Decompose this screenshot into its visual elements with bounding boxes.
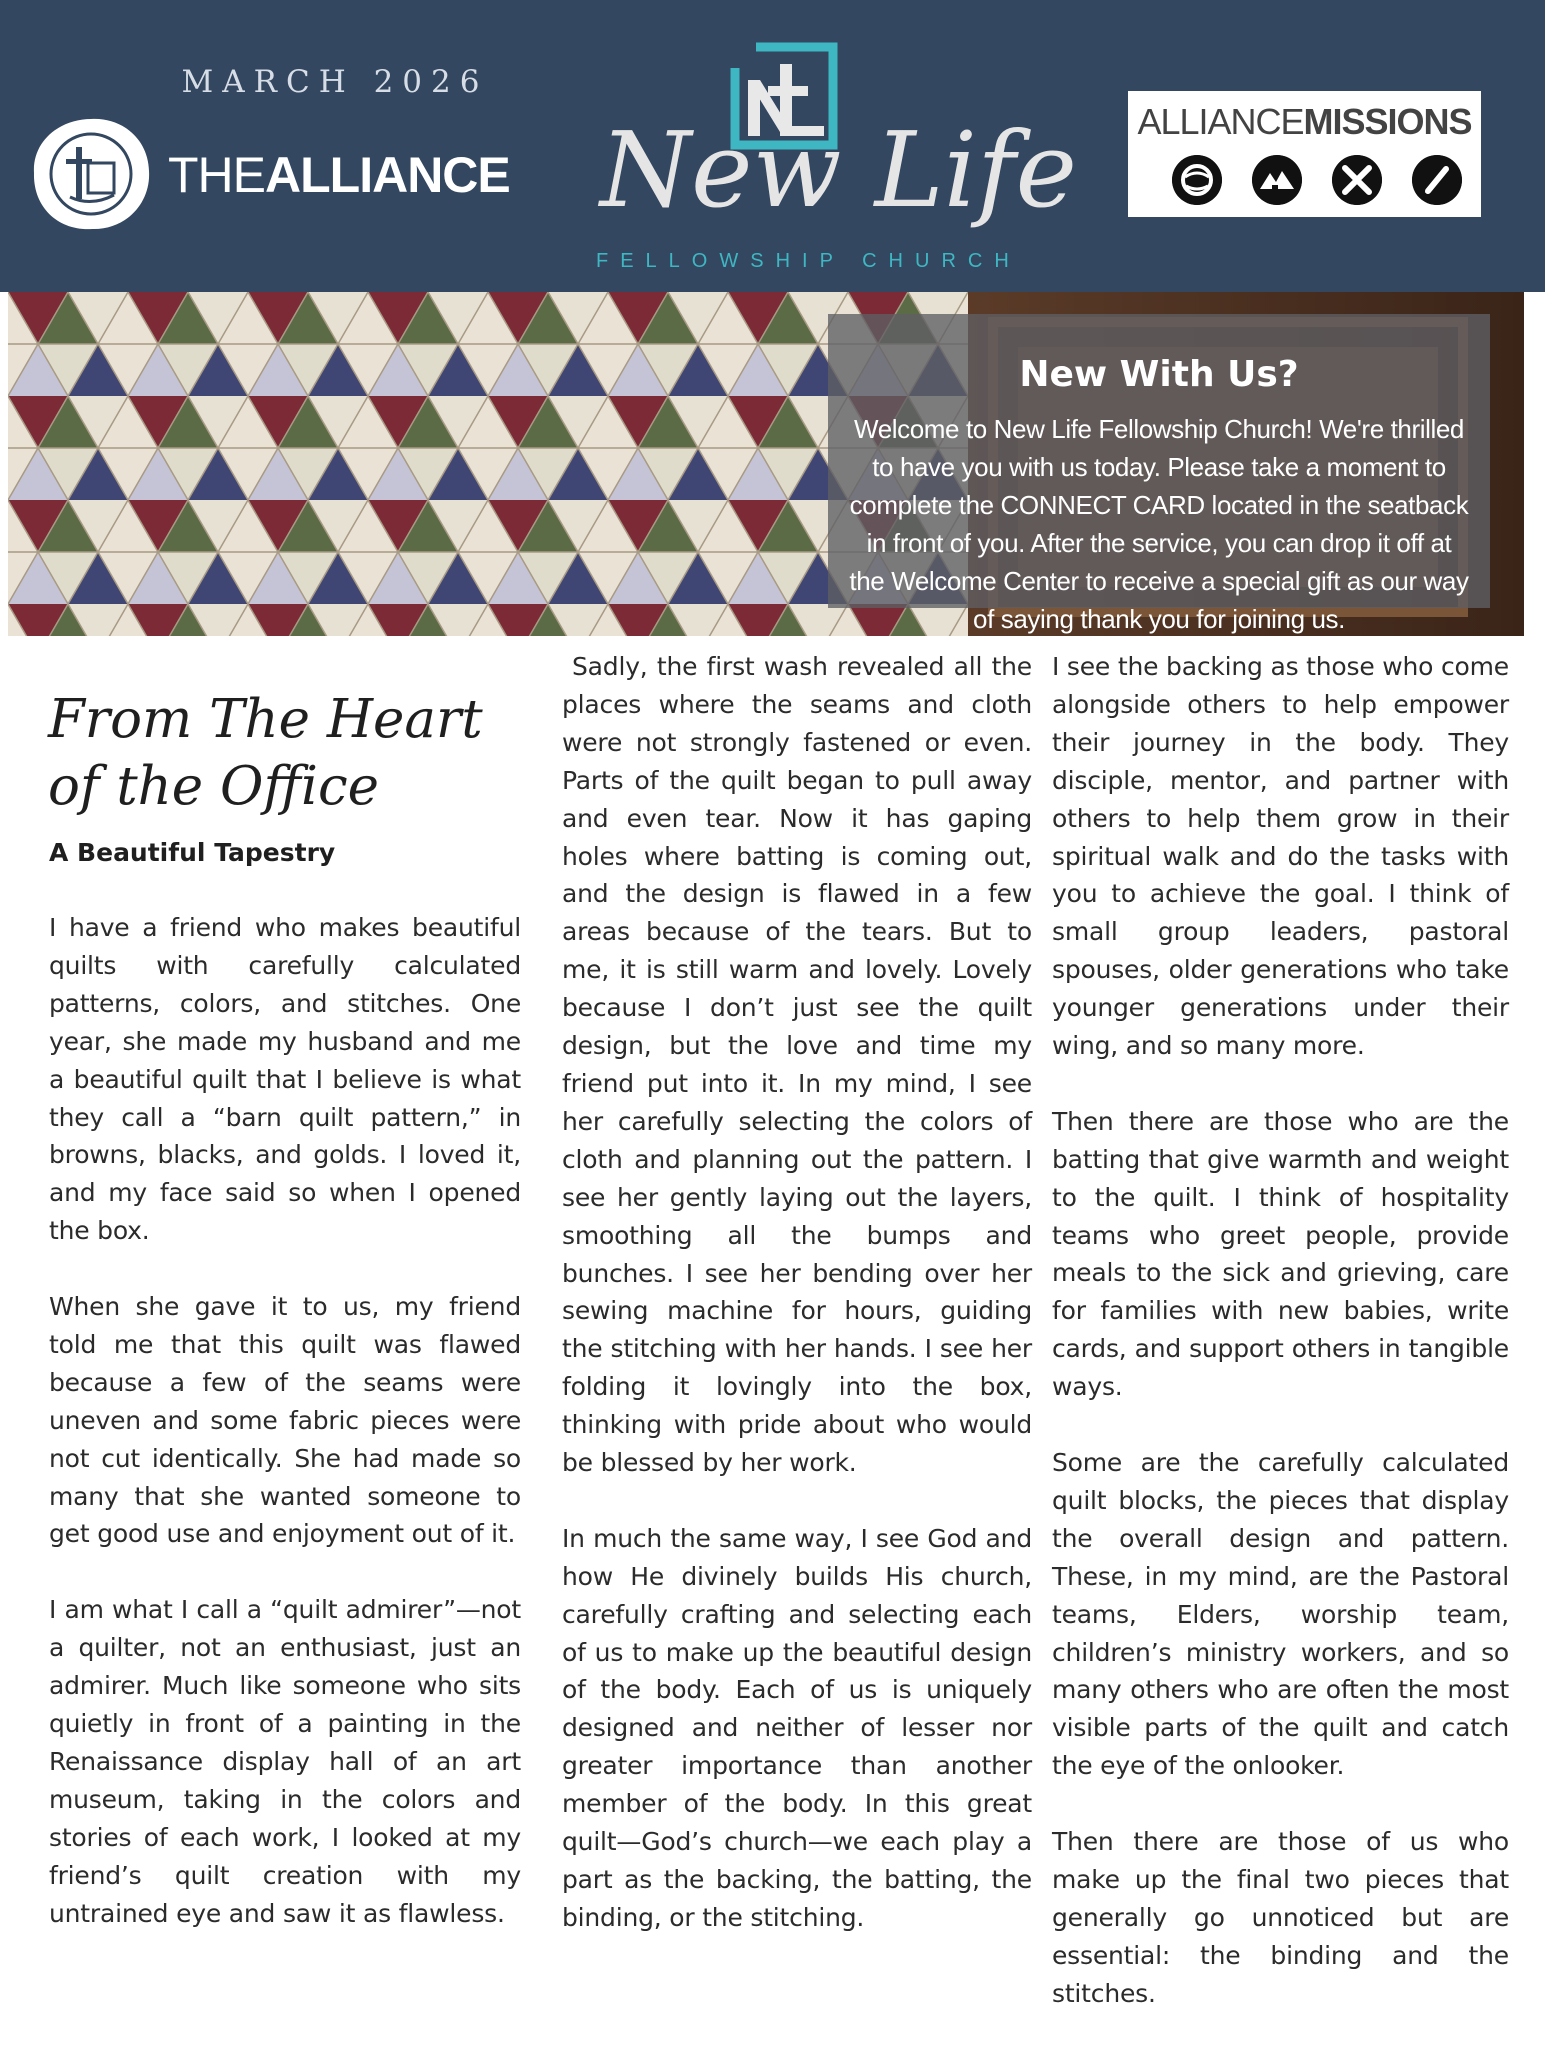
new-life-script-logo: New Life (600, 109, 1077, 231)
alliance-wordmark: THEALLIANCE (168, 147, 510, 203)
missions-icon-row (1148, 155, 1468, 207)
mountains-icon (1252, 155, 1302, 205)
newsletter-header (0, 0, 1545, 292)
paragraph: I see the backing as those who come alongside others to help empower their journey in the body. They disciple, mentor, and partner with others to help them grow in their spiritual walk and do the tasks with you to achieve the goal. I think of small group leaders, pastoral spouses, older generations who take younger generations under their wing, and so many more. (1052, 652, 1509, 1061)
pen-icon (1412, 155, 1462, 205)
paragraph: Then there are those of us who make up the final two pieces that generally go unnoticed but are essential: the binding and the stitches. (1052, 1827, 1509, 2008)
alliance-missions-logo (1128, 91, 1481, 217)
paragraph: I have a friend who makes beautiful quilts with carefully calculated patterns, colors, and stitches. One year, she made my husband and me a beautiful quilt that I believe is what they call a “barn quilt pattern,” in browns, blacks, and golds. I loved it, and my face said so when I opened the box. (49, 913, 521, 1246)
paragraph: Then there are those who are the batting that give warmth and weight to the quilt. I think of hospitality teams who greet people, provide meals to the sick and grieving, care for families with new babies, write cards, and support others in tangible ways. (1052, 1106, 1509, 1402)
issue-month: MARCH 2026 (181, 64, 489, 100)
article-column-3 (1052, 648, 1509, 2050)
article-column-2 (562, 648, 1032, 1975)
article-heading: From The Heart of the Office (48, 689, 483, 817)
new-with-us-title: New With Us? (1019, 354, 1299, 395)
paragraph: When she gave it to us, my friend told me that this quilt was flawed because a few of the seams were uneven and some fabric pieces were not cut identically. She had made so many that she wanted someone to get good use and enjoyment out of it. (49, 1292, 521, 1549)
paragraph: In much the same way, I see God and how He divinely builds His church, carefully crafting and selecting each of us to make up the beautiful design of the body. Each of us is uniquely designed and neither of lesser nor greater importance than another member of the body. In this great quilt—God’s church—we each play a part as the backing, the batting, the binding, or the stitching. (562, 1523, 1032, 1932)
paragraph: Some are the carefully calculated quilt blocks, the pieces that display the overall design and pattern. These, in my mind, are the Pastoral teams, Elders, worship team, children’s ministry workers, and so many others who are often the most visible parts of the quilt and catch the eye of the onlooker. (1052, 1448, 1509, 1781)
missions-wordmark: ALLIANCEMISSIONS (1137, 101, 1472, 142)
article-subheading: A Beautiful Tapestry (49, 838, 336, 867)
cross-icon (1332, 155, 1382, 205)
globe-icon (1172, 155, 1222, 205)
fellowship-church-subtitle: FELLOWSHIP CHURCH (596, 250, 1021, 272)
paragraph: Sadly, the first wash revealed all the places where the seams and cloth were not strongly fastened or even. Parts of the quilt began to pull away and even tear. Now it has gaping holes where batting is coming out, and the design is flawed in a few areas because of the tears. But to me, it is still warm and lovely. Lovely because I don’t just see the quilt design, but the love and time my friend put into it. In my mind, I see her carefully selecting the colors of cloth and planning out the pattern. I see her gently laying out the layers, smoothing all the bumps and bunches. I see her bending over her sewing machine for hours, guiding the stitching with her hands. I see her folding it lovingly into the box, thinking with pride about who would be blessed by her work. (562, 652, 1032, 1478)
hero-banner (8, 292, 1524, 636)
alliance-seal-logo (30, 115, 152, 233)
welcome-message: Welcome to New Life Fellowship Church! We're thrilled to have you with us today. Please take a moment to complete the CONNECT CARD located in the seatback in front of you. After the service, you can drop it off at the Welcome Center to receive a special gift as our way of saying thank you for joining us. (849, 414, 1469, 634)
article-column-1 (49, 909, 521, 1970)
new-with-us-panel (828, 314, 1490, 634)
paragraph: I am what I call a “quilt admirer”—not a quilter, not an enthusiast, just an admirer. Much like someone who sits quietly in front of a painting in the Renaissance display hall of an art museum, taking in the colors and stories of each work, I looked at my friend’s quilt creation with my untrained eye and saw it as flawless. (49, 1595, 521, 1928)
